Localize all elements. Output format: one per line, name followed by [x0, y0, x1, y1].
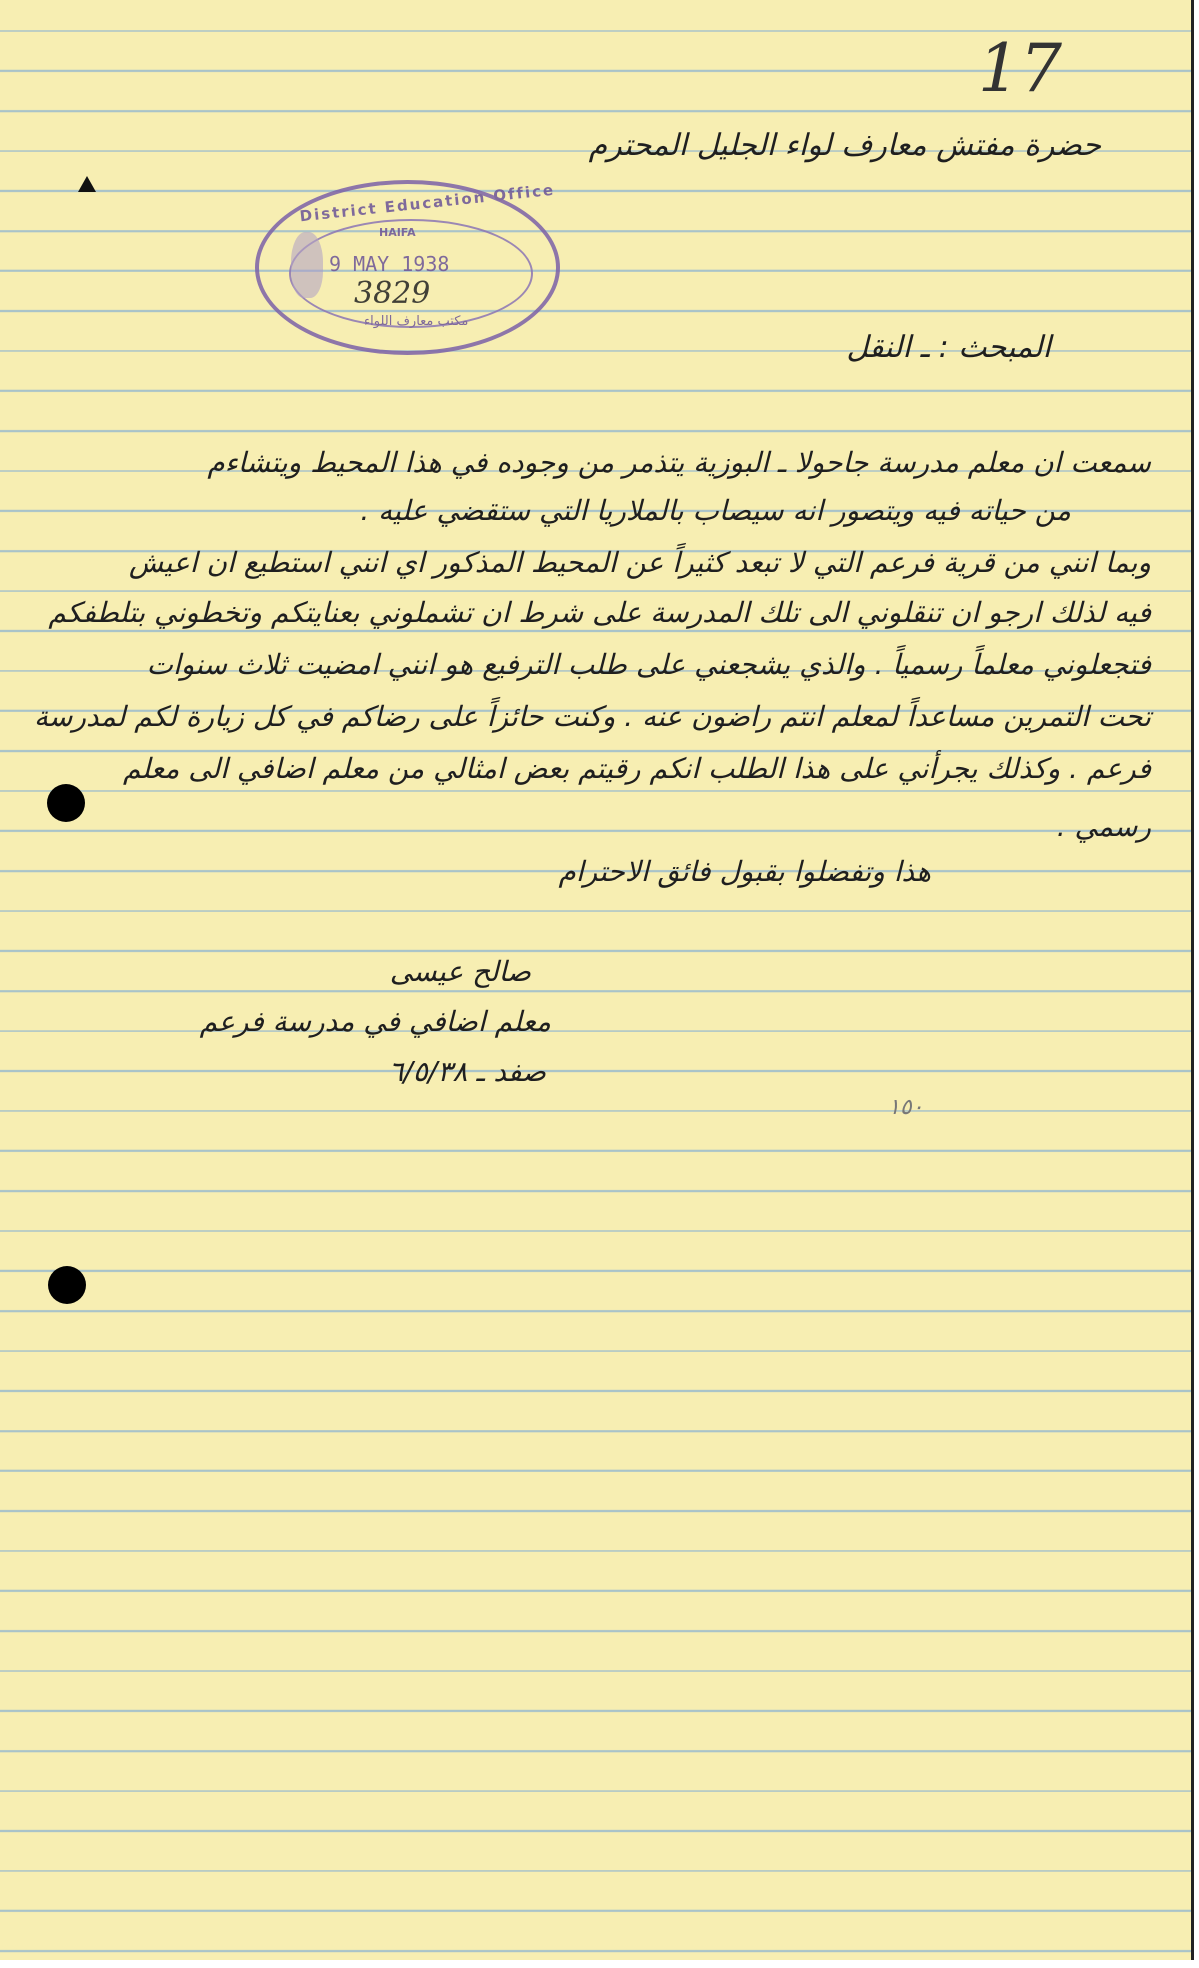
- punch-hole-icon: [48, 1266, 86, 1304]
- stamp-footer: مكتب معارف اللواء: [364, 314, 469, 329]
- stamp-number: 3829: [354, 276, 431, 311]
- stamp-date: 9 MAY 1938: [329, 252, 450, 276]
- district-education-office-stamp: [255, 180, 560, 355]
- closing-line: هذا وتفضلوا بقبول فائق الاحترام: [558, 855, 931, 888]
- body-line: فتجعلوني معلماً رسمياً . والذي يشجعني على طلب الترفيع هو انني امضيت ثلاث سنوات: [146, 648, 1151, 681]
- signature-place-date: صفد ـ ٦/٥/٣٨: [388, 1055, 546, 1088]
- signature-name: صالح عيسى: [389, 955, 531, 988]
- body-line: وبما انني من قرية فرعم التي لا تبعد كثيراً عن المحيط المذكور اي انني استطيع ان اعيش: [128, 546, 1151, 579]
- reference-mark: ١٥٠: [888, 1095, 924, 1120]
- body-line: فرعم . وكذلك يجرأني على هذا الطلب انكم رقيتم بعض امثالي من معلم اضافي الى معلم: [122, 752, 1151, 785]
- addressee-line: حضرة مفتش معارف لواء الجليل المحترم: [588, 128, 1101, 163]
- body-line: فيه لذلك ارجو ان تنقلوني الى تلك المدرسة على شرط ان تشملوني بعنايتكم وتخطوني بتلطفكم: [48, 596, 1151, 629]
- body-line: رسمي .: [1056, 810, 1151, 843]
- stamp-title: District Education Office: [298, 180, 556, 226]
- body-line: تحت التمرين مساعداً لمعلم انتم راضون عنه . وكنت حائزاً على رضاكم في كل زيارة لكم لمدرسة: [33, 700, 1151, 733]
- subject-line: المبحث : ـ النقل: [846, 330, 1051, 365]
- body-line: سمعت ان معلم مدرسة جاحولا ـ البوزية يتذمر من وجوده في هذا المحيط ويتشاءم: [207, 446, 1151, 479]
- pencil-mark-icon: [78, 176, 96, 192]
- signature-title: معلم اضافي في مدرسة فرعم: [199, 1005, 551, 1038]
- body-line: من حياته فيه ويتصور انه سيصاب بالملاريا التي ستقضي عليه .: [360, 494, 1071, 527]
- page-number: 17: [978, 30, 1062, 107]
- stamp-city: HAIFA: [379, 226, 416, 239]
- punch-hole-icon: [47, 784, 85, 822]
- crest-icon: [291, 232, 323, 298]
